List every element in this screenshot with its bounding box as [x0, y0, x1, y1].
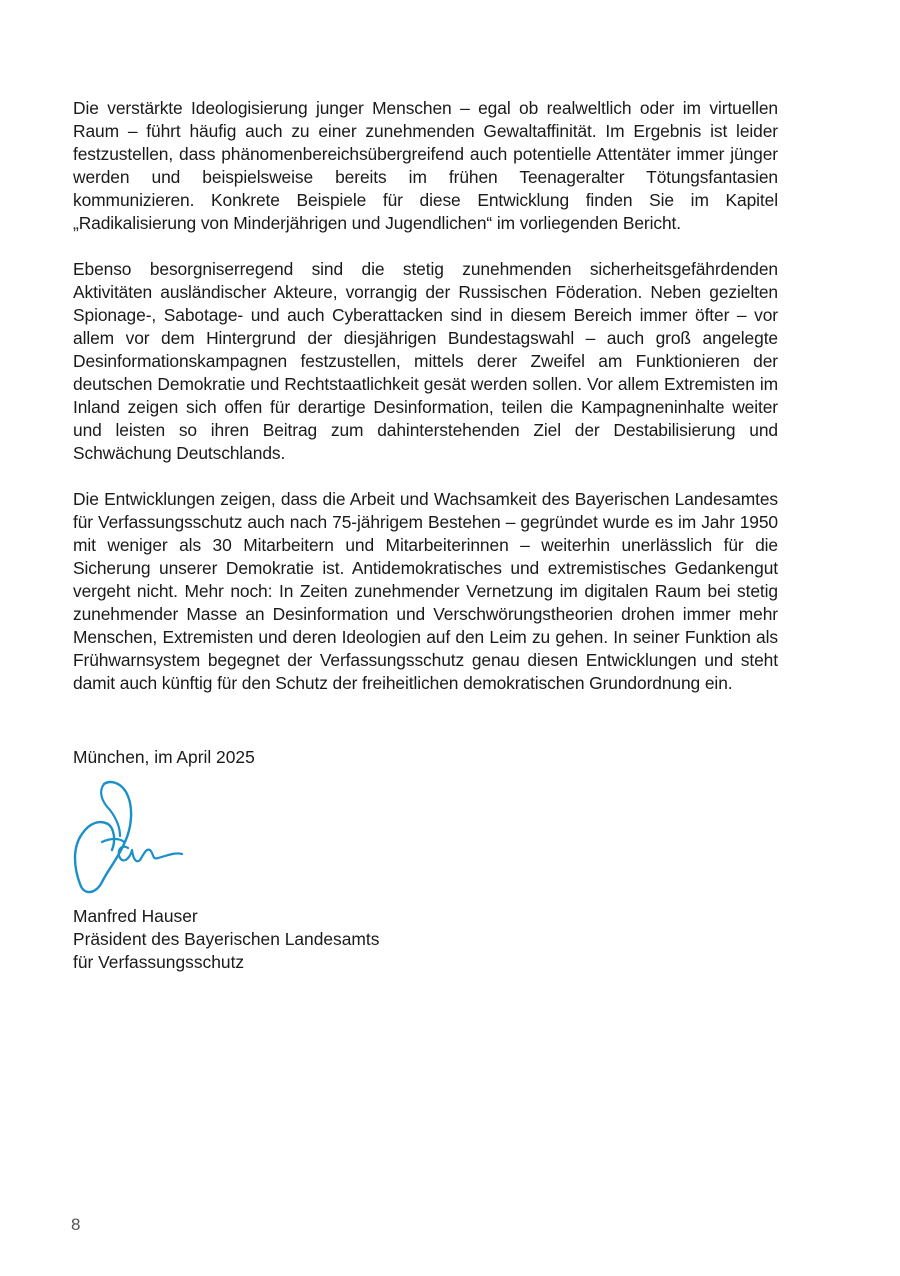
page-number: 8 — [71, 1215, 81, 1234]
paragraph-2: Ebenso besorgniserregend sind die stetig zunehmenden sicherheitsgefährdenden Aktivitäten ausländischer Akteure, vorrangig der Russischen Föderation. Neben gezielten Spionage-, Sabotage- und auch Cyberattacken sind in diesem Bereich immer öfter – vor allem vor dem Hintergrund der diesjährigen Bundestagswahl – auch groß angelegte Desinformationskampagnen festzustellen, mittels derer Zweifel am Funktionieren der deutschen Demokratie und Rechtstaatlichkeit gesät werden sollen. Vor allem Extremisten im Inland zeigen sich offen für derartige Desinformation, teilen die Kampagneninhalte weiter und leisten so ihren Beitrag zum dahinterstehenden Ziel der Destabilisierung und Schwächung Deutschlands. — [73, 259, 778, 463]
signature — [62, 778, 192, 900]
signature-block — [73, 905, 379, 974]
paragraph-3: Die Entwicklungen zeigen, dass die Arbeit und Wachsamkeit des Bayerischen Landesamtes für Verfassungsschutz auch nach 75-jährigem Bestehen – gegründet wurde es im Jahr 1950 mit weniger als 30 Mitarbeitern und Mitarbeiterinnen – weiterhin unerlässlich für die Sicherung unserer Demokratie ist. Antidemokratisches und extremistisches Gedankengut vergeht nicht. Mehr noch: In Zeiten zunehmender Vernetzung im digitalen Raum bei stetig zunehmender Masse an Desinformation und Verschwörungstheorien drohen immer mehr Menschen, Extremisten und deren Ideologien auf den Leim zu gehen. In seiner Funktion als Frühwarnsystem begegnet der Verfassungsschutz genau diesen Entwicklungen und steht damit auch künftig für den Schutz der freiheitlichen demokratischen Grundordnung ein. — [73, 489, 778, 693]
signatory-name: Manfred Hauser — [73, 906, 198, 926]
signatory-title-line2: für Verfassungsschutz — [73, 952, 245, 972]
paragraph-1: Die verstärkte Ideologisierung junger Menschen – egal ob realweltlich oder im virtuellen Raum – führt häufig auch zu einer zunehmenden Gewaltaffinität. Im Ergebnis ist leider festzustellen, dass phänomenbereichsübergreifend auch potentielle Attentäter immer jünger werden und beispielsweise bereits im frühen Teenageralter Tötungsfantasien kommunizieren. Konkrete Beispiele für diese Entwicklung finden Sie im Kapitel „Radikalisierung von Minderjährigen und Jugendlichen“ im vorliegenden Bericht. — [73, 98, 778, 233]
body-text — [73, 97, 778, 718]
signatory-title-line1: Präsident des Bayerischen Landesamts — [73, 929, 380, 949]
place-and-date: München, im April 2025 — [73, 747, 255, 767]
